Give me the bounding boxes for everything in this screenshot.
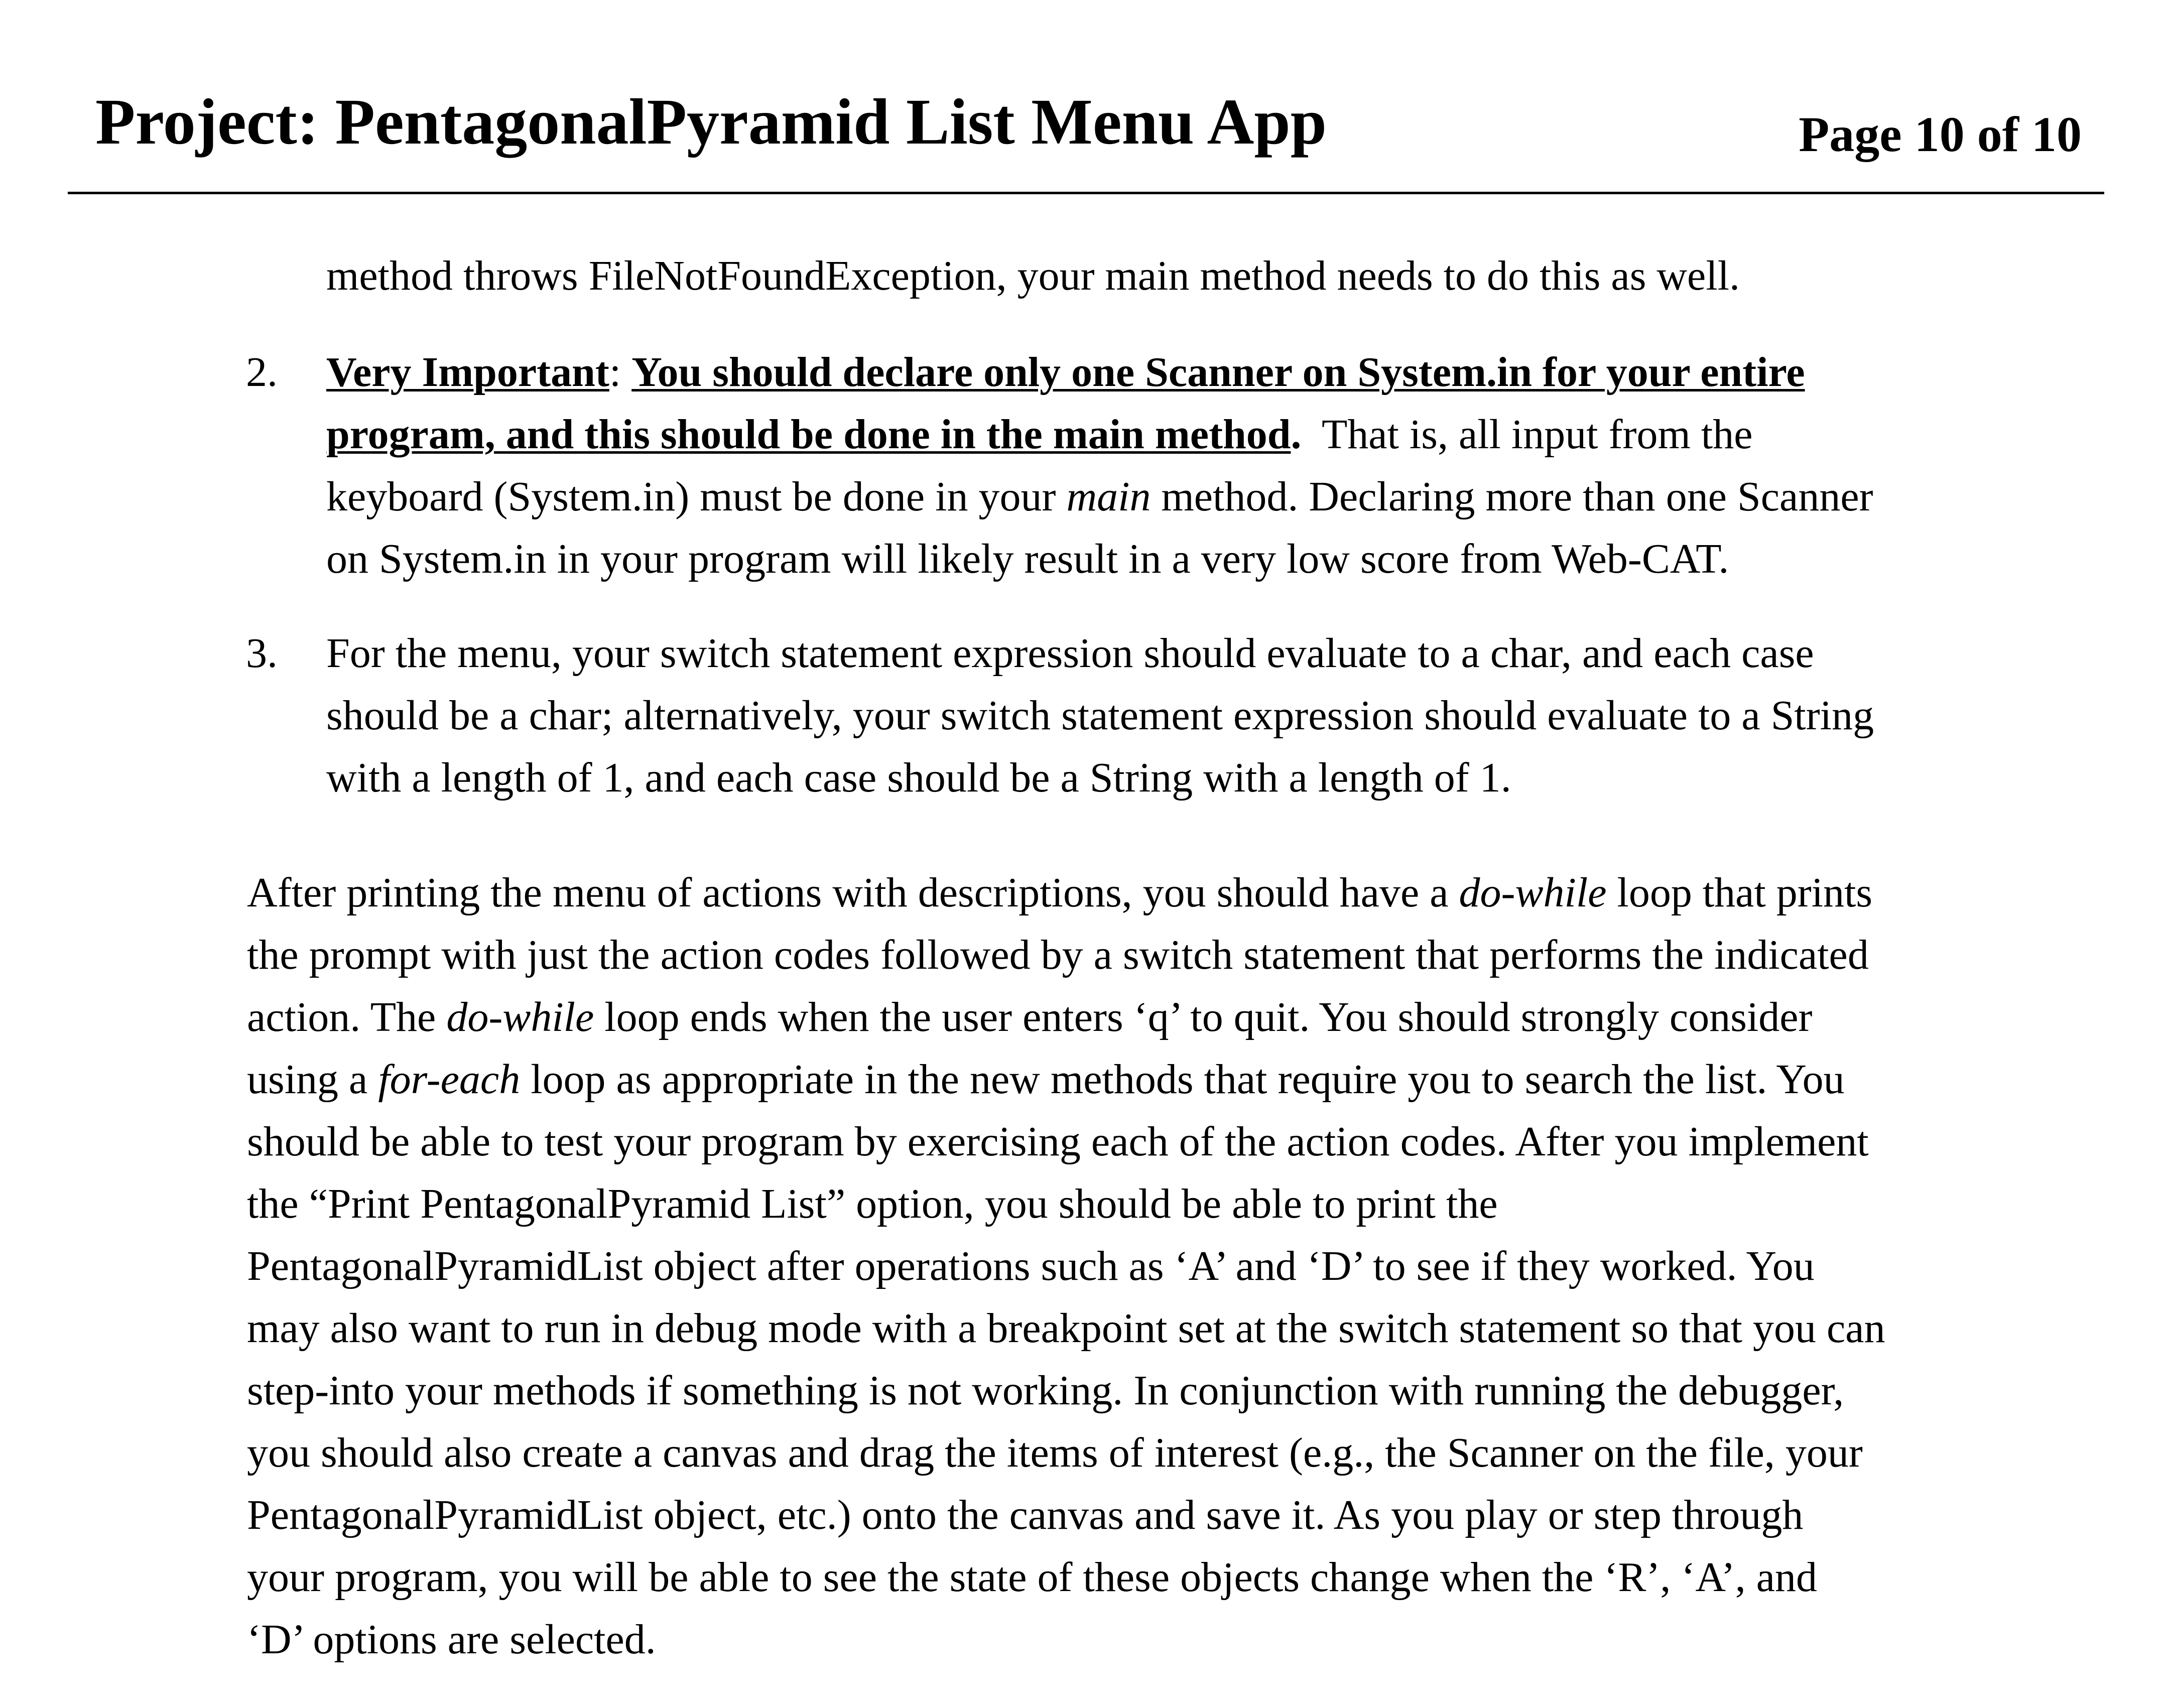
text-line: ‘D’ options are selected. (247, 1616, 656, 1663)
text-line: the prompt with just the action codes followed by a switch statement that performs the indicated (247, 932, 1869, 978)
text-fragment: using a (247, 1056, 368, 1103)
text-line: should be a char; alternatively, your switch statement expression should evaluate to a String (326, 692, 1874, 739)
text-line (247, 862, 2114, 924)
text-line (326, 404, 2113, 466)
text-line: should be able to test your program by exercising each of the action codes. After you implement (247, 1118, 1869, 1165)
text-line: may also want to run in debug mode with a breakpoint set at the switch statement so that you can (247, 1305, 1885, 1352)
heading-colon: : (609, 349, 621, 396)
page-header (68, 0, 2104, 194)
text-line: the “Print PentagonalPyramid List” option, you should be able to print the (247, 1180, 1498, 1227)
italic-term: main (1066, 473, 1151, 520)
text-fragment: keyboard (System.in) must be done in your (326, 473, 1056, 520)
italic-term: do-while (1459, 869, 1607, 916)
text-line: PentagonalPyramidList object, etc.) onto the canvas and save it. As you play or step through (247, 1492, 1804, 1538)
text-fragment: method. Declaring more than one Scanner (1161, 473, 1873, 520)
text-fragment: loop that prints (1617, 869, 1873, 916)
text-line (326, 466, 2113, 528)
list-item-body (326, 622, 2113, 809)
page-number: Page 10 of 10 (1799, 106, 2082, 162)
body-paragraph (247, 862, 2114, 1671)
important-emphasis-2: program, and this should be done in the main method (326, 411, 1291, 458)
text-line: PentagonalPyramidList object after operations such as ‘A’ and ‘D’ to see if they worked. You (247, 1243, 1815, 1289)
document-title: Project: PentagonalPyramid List Menu App (95, 86, 1327, 158)
text-line: step-into your methods if something is not working. In conjunction with running the debugger, (247, 1367, 1844, 1414)
important-emphasis-1: You should declare only one Scanner on System.in for your entire (631, 349, 1805, 396)
list-item-number: 2. (246, 349, 278, 396)
text-line (247, 986, 2114, 1048)
list-item-number: 3. (246, 630, 278, 677)
text-line (326, 341, 2113, 404)
text-fragment: loop ends when the user enters ‘q’ to quit. You should strongly consider (604, 994, 1813, 1040)
text-fragment: loop as appropriate in the new methods that require you to search the list. You (531, 1056, 1845, 1103)
italic-term: do-while (446, 994, 594, 1040)
text-fragment: action. The (247, 994, 436, 1040)
text-fragment: After printing the menu of actions with descriptions, you should have a (247, 869, 1449, 916)
text-line: you should also create a canvas and drag the items of interest (e.g., the Scanner on the file, your (247, 1429, 1863, 1476)
emphasis-period: . (1291, 411, 1302, 458)
important-label: Very Important (326, 349, 609, 396)
text-fragment: That is, all input from the (1321, 411, 1753, 458)
continued-text-line: method throws FileNotFoundException, your main method needs to do this as well. (326, 252, 1740, 299)
text-line: For the menu, your switch statement expression should evaluate to a char, and each case (326, 630, 1814, 677)
text-line: your program, you will be able to see the state of these objects change when the ‘R’, ‘A’, and (247, 1554, 1818, 1601)
text-line: with a length of 1, and each case should be a String with a length of 1. (326, 754, 1511, 801)
italic-term: for-each (378, 1056, 521, 1103)
list-item-body (326, 341, 2113, 590)
text-line: on System.in in your program will likely result in a very low score from Web-CAT. (326, 536, 1729, 582)
text-line (247, 1048, 2114, 1111)
